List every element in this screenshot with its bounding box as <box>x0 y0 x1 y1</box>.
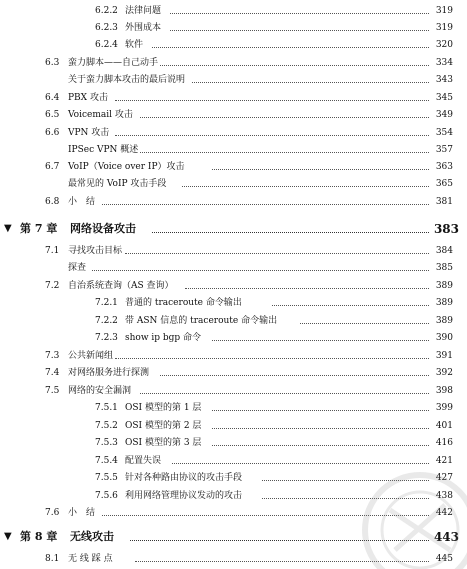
entry-page: 365 <box>435 179 453 189</box>
dot-leader <box>140 117 429 118</box>
entry-title: 配置失误 <box>125 456 162 466</box>
dot-leader <box>140 152 429 153</box>
toc-entry[interactable] <box>0 401 467 415</box>
dot-leader <box>172 463 429 464</box>
entry-page: 354 <box>435 128 453 138</box>
entry-number: 7.1 <box>45 246 60 256</box>
entry-title: 探查 <box>68 263 87 273</box>
toc-entry[interactable] <box>0 73 467 87</box>
dot-leader <box>140 393 429 394</box>
entry-number: 6.5 <box>45 110 60 120</box>
entry-number: 7.5 <box>45 386 60 396</box>
entry-page: 389 <box>435 316 453 326</box>
entry-page: 390 <box>435 333 453 343</box>
entry-page: 392 <box>435 368 453 378</box>
chapter-title: 无线攻击 <box>70 530 114 543</box>
entry-page: 442 <box>435 508 453 518</box>
triangle-marker-icon: ▼ <box>4 223 12 234</box>
triangle-marker-icon: ▼ <box>4 531 12 542</box>
toc-entry[interactable] <box>0 419 467 433</box>
entry-page: 319 <box>435 23 453 33</box>
toc-entry[interactable] <box>0 177 467 191</box>
toc-entry[interactable] <box>0 331 467 345</box>
dot-leader <box>160 375 429 376</box>
entry-number: 7.5.3 <box>95 438 118 448</box>
entry-page: 334 <box>435 58 453 68</box>
toc-entry[interactable] <box>0 21 467 35</box>
entry-number: 6.6 <box>45 128 60 138</box>
entry-number: 6.7 <box>45 162 60 172</box>
entry-number: 7.5.2 <box>95 421 118 431</box>
entry-title: 小 结 <box>68 508 96 518</box>
watermark-seal-icon <box>350 470 467 569</box>
entry-page: 381 <box>435 197 453 207</box>
entry-number: 7.5.5 <box>95 473 118 483</box>
dot-leader <box>192 82 429 83</box>
entry-page: 399 <box>435 403 453 413</box>
entry-title: VPN 攻击 <box>68 128 110 138</box>
entry-title: 利用网络管理协议发动的攻击 <box>125 491 243 501</box>
entry-title: 软件 <box>125 40 144 50</box>
dot-leader <box>170 30 429 31</box>
entry-title: 网络的安全漏洞 <box>68 386 132 396</box>
toc-entry[interactable] <box>0 126 467 140</box>
dot-leader <box>160 65 429 66</box>
entry-number: 7.3 <box>45 351 60 361</box>
toc-entry[interactable] <box>0 314 467 328</box>
dot-leader <box>212 169 429 170</box>
entry-number: 7.5.6 <box>95 491 118 501</box>
toc-entry[interactable] <box>0 38 467 52</box>
toc-entry[interactable] <box>0 349 467 363</box>
entry-number: 7.5.4 <box>95 456 118 466</box>
entry-page: 389 <box>435 298 453 308</box>
entry-number: 7.4 <box>45 368 60 378</box>
entry-number: 7.5.1 <box>95 403 118 413</box>
dot-leader <box>152 47 429 48</box>
entry-title: OSI 模型的第 3 层 <box>125 438 202 448</box>
dot-leader <box>185 288 429 289</box>
toc-entry[interactable] <box>0 143 467 157</box>
toc-entry[interactable] <box>0 261 467 275</box>
entry-page: 445 <box>435 554 453 564</box>
entry-title: 最常见的 VoIP 攻击手段 <box>68 179 167 189</box>
entry-page: 345 <box>435 93 453 103</box>
toc-entry[interactable] <box>0 160 467 174</box>
chapter-number: 第 8 章 <box>20 530 58 543</box>
dot-leader <box>212 340 429 341</box>
entry-number: 7.6 <box>45 508 60 518</box>
chapter-title: 网络设备攻击 <box>70 222 136 235</box>
entry-title: 自治系统查询（AS 查询） <box>68 281 174 291</box>
toc-entry[interactable] <box>0 195 467 209</box>
entry-title: show ip bgp 命令 <box>125 333 202 343</box>
entry-page: 398 <box>435 386 453 396</box>
entry-page: 349 <box>435 110 453 120</box>
entry-title: 寻找攻击目标 <box>68 246 123 256</box>
dot-leader <box>152 232 429 233</box>
toc-entry[interactable] <box>0 454 467 468</box>
dot-leader <box>92 270 429 271</box>
dot-leader <box>182 186 429 187</box>
entry-title: 法律问题 <box>125 6 162 16</box>
toc-entry[interactable] <box>0 384 467 398</box>
entry-number: 6.3 <box>45 58 60 68</box>
dot-leader <box>115 358 429 359</box>
entry-page: 416 <box>435 438 453 448</box>
dot-leader <box>115 100 429 101</box>
entry-title: 针对各种路由协议的攻击手段 <box>125 473 243 483</box>
entry-page: 357 <box>435 145 453 155</box>
entry-page: 385 <box>435 263 453 273</box>
entry-page: 320 <box>435 40 453 50</box>
entry-title: 蛮力脚本——自己动手 <box>68 58 159 68</box>
entry-title: 带 ASN 信息的 traceroute 命令输出 <box>125 316 278 326</box>
entry-page: 427 <box>435 473 453 483</box>
toc-entry[interactable] <box>0 366 467 380</box>
toc-entry[interactable] <box>0 279 467 293</box>
entry-page: 401 <box>435 421 453 431</box>
entry-page: 343 <box>435 75 453 85</box>
dot-leader <box>272 305 429 306</box>
dot-leader <box>102 204 429 205</box>
entry-number: 7.2.1 <box>95 298 118 308</box>
entry-title: VoIP（Voice over IP）攻击 <box>68 162 185 172</box>
entry-title: IPSec VPN 概述 <box>68 145 139 155</box>
entry-title: Voicemail 攻击 <box>68 110 133 120</box>
chapter-page: 383 <box>433 222 459 236</box>
entry-title: 普通的 traceroute 命令输出 <box>125 298 242 308</box>
toc-entry[interactable] <box>0 244 467 258</box>
entry-page: 319 <box>435 6 453 16</box>
entry-title: OSI 模型的第 2 层 <box>125 421 202 431</box>
chapter-page: 443 <box>433 530 459 544</box>
entry-title: 无 线 踩 点 <box>68 554 113 564</box>
entry-number: 6.8 <box>45 197 60 207</box>
entry-number: 7.2.2 <box>95 316 118 326</box>
chapter-number: 第 7 章 <box>20 222 58 235</box>
entry-number: 7.2 <box>45 281 60 291</box>
entry-title: 小 结 <box>68 197 96 207</box>
entry-number: 6.4 <box>45 93 60 103</box>
dot-leader <box>125 253 429 254</box>
dot-leader <box>212 410 429 411</box>
entry-page: 391 <box>435 351 453 361</box>
entry-title: OSI 模型的第 1 层 <box>125 403 202 413</box>
chapter-heading[interactable] <box>0 220 467 238</box>
toc-entry[interactable] <box>0 56 467 70</box>
dot-leader <box>115 135 429 136</box>
entry-number: 6.2.4 <box>95 40 118 50</box>
entry-number: 8.1 <box>45 554 60 564</box>
toc-entry[interactable] <box>0 91 467 105</box>
entry-page: 421 <box>435 456 453 466</box>
toc-entry[interactable] <box>0 296 467 310</box>
toc-entry[interactable] <box>0 108 467 122</box>
toc-entry[interactable] <box>0 436 467 450</box>
entry-title: 关于蛮力脚本攻击的最后说明 <box>68 75 186 85</box>
entry-title: 公共新闻组 <box>68 351 114 361</box>
entry-title: PBX 攻击 <box>68 93 108 103</box>
dot-leader <box>300 323 429 324</box>
entry-page: 389 <box>435 281 453 291</box>
entry-page: 384 <box>435 246 453 256</box>
dot-leader <box>170 13 429 14</box>
entry-number: 7.2.3 <box>95 333 118 343</box>
entry-page: 363 <box>435 162 453 172</box>
dot-leader <box>212 445 429 446</box>
entry-number: 6.2.2 <box>95 6 118 16</box>
entry-number: 6.2.3 <box>95 23 118 33</box>
toc-entry[interactable] <box>0 4 467 18</box>
entry-title: 外围成本 <box>125 23 162 33</box>
dot-leader <box>212 428 429 429</box>
entry-title: 对网络服务进行探测 <box>68 368 150 378</box>
entry-page: 438 <box>435 491 453 501</box>
